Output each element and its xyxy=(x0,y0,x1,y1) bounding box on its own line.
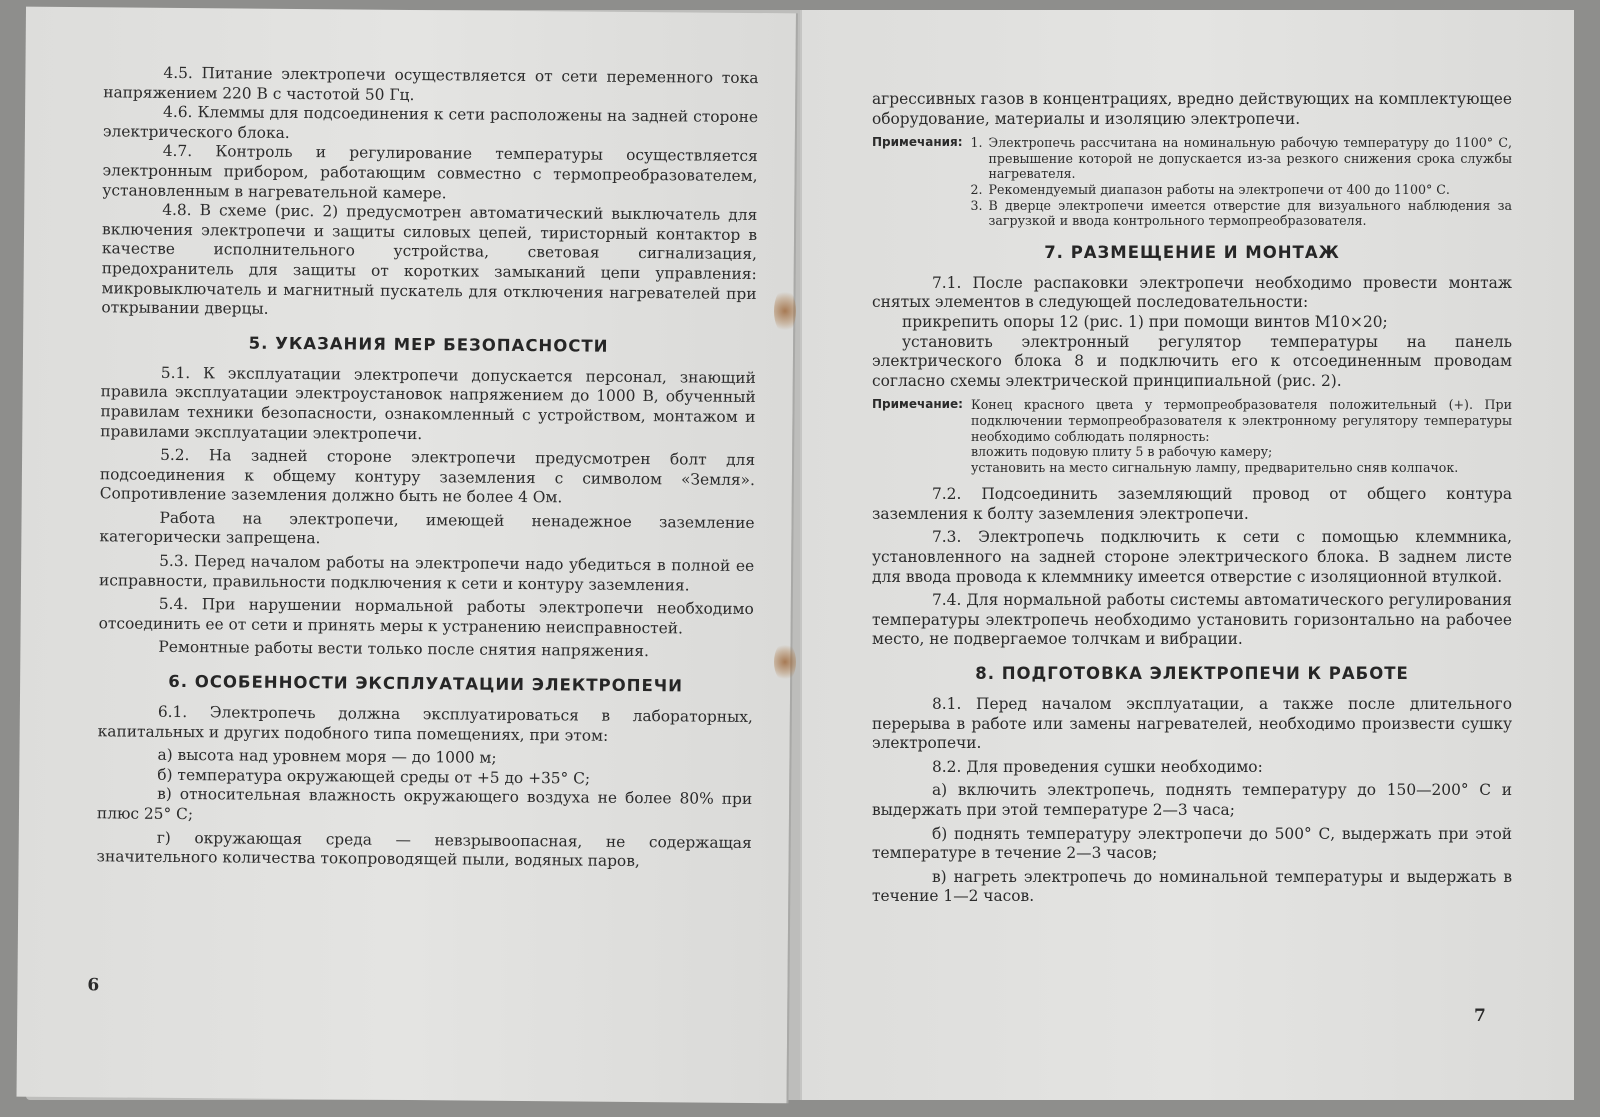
note-item-1: 1. Электропечь рассчитана на номинальную рабочую температуру до 1100° С, превышение которой не допускается из-за резкого снижения срока службы нагревателя. xyxy=(970,135,1512,182)
paragraph-4-8: 4.8. В схеме (рис. 2) предусмотрен автоматический выключатель для включения электропечи и защиты силовых цепей, тиристорный контактор в качестве исполнительного устройства, световая сигнализация, предохранитель для защиты от коротких замыканий цепи управления: микровыключатель и магнитный пускатель для отключения нагревателей при открывании дверцы. xyxy=(101,200,758,318)
paragraph-5-1: 5.1. К эксплуатации электропечи допускается персонал, знающий правила эксплуатации электроустановок напряжением до 1000 В, обученный правилам техники безопасности, ознакомленный с устройством, монтажом и правилами эксплуатации электропечи. xyxy=(100,363,756,443)
paragraph-7-3: 7.3. Электропечь подключить к сети с помощью клеммника, установленного на задней стороне электрического блока. В заднем листе для ввода провода к клеммнику имеется отверстие с изоляционной втулкой. xyxy=(872,528,1512,586)
notes-label: Примечания: xyxy=(872,135,963,150)
section-5-title: 5. УКАЗАНИЯ МЕР БЕЗОПАСНОСТИ xyxy=(248,333,609,356)
list-item-6-v: в) относительная влажность окружающего воздуха не более 80% при плюс 25° С; xyxy=(96,785,753,824)
note-block xyxy=(872,397,1512,475)
paragraph-8-1: 8.1. Перед началом эксплуатации, а также после длительного перерыва в работе или замены нагревателей, необходимо произвести сушку электропечи. xyxy=(872,695,1512,753)
page-number-left: 6 xyxy=(87,975,100,996)
note-label: Примечание: xyxy=(872,397,963,412)
list-item-8-a: а) включить электропечь, поднять температуру до 150—200° С и выдержать при этой температуре 2—3 часа; xyxy=(872,781,1512,819)
paragraph-4-5: 4.5. Питание электропечи осуществляется от сети переменного тока напряжением 220 В с частотой 50 Гц. xyxy=(103,63,759,104)
paragraph-7-1: 7.1. После распаковки электропечи необходимо провести монтаж снятых элементов в следующей последовательности: xyxy=(872,273,1512,312)
paragraph-4-7: 4.7. Контроль и регулирование температуры осуществляется электронным прибором, работающим совместно с термопреобразователем, установленным в нагревательной камере. xyxy=(102,142,758,202)
list-item-6-a: а) высота над уровнем моря — до 1000 м; xyxy=(157,746,497,767)
note-line-1: Конец красного цвета у термопреобразователя положительный (+). При подключении термопреобразователя к электронному регулятору температуры необходимо соблюдать полярность: xyxy=(970,397,1512,444)
left-page-content xyxy=(97,63,759,872)
step-7-1-a: прикрепить опоры 12 (рис. 1) при помощи винтов М10×20; xyxy=(902,312,1388,331)
left-page xyxy=(17,7,798,1104)
right-page-content xyxy=(872,90,1512,907)
booklet-spread xyxy=(26,10,1574,1100)
page-number-right: 7 xyxy=(1474,1006,1486,1026)
step-7-1-b: установить электронный регулятор температуры на панель электрического блока 8 и подключить его к отсоединенным проводам согласно схемы электрической принципиальной (рис. 2). xyxy=(872,332,1512,390)
paragraph-continuation: агрессивных газов в концентрациях, вредно действующих на комплектующее оборудование, материалы и изоляцию электропечи. xyxy=(872,90,1512,128)
paragraph-5-2: 5.2. На задней стороне электропечи предусмотрен болт для подсоединения к общему контуру заземления с символом «Земля». Сопротивление заземления должно быть не более 4 Ом. xyxy=(99,445,756,507)
section-7-title: 7. РАЗМЕЩЕНИЕ И МОНТАЖ xyxy=(1044,242,1340,262)
right-page xyxy=(800,10,1574,1100)
paragraph-4-6: 4.6. Клеммы для подсоединения к сети расположены на задней стороне электрического блока. xyxy=(102,103,759,142)
rust-stain-lower xyxy=(774,642,796,682)
note-line-3: установить на место сигнальную лампу, предварительно сняв колпачок. xyxy=(970,459,1459,475)
note-item-3: 3. В дверце электропечи имеется отверстие для визуального наблюдения за загрузкой и ввода контрольного термопреобразователя. xyxy=(970,197,1512,229)
note-item-2: 2. Рекомендуемый диапазон работы на электропечи от 400 до 1100° С. xyxy=(970,181,1450,197)
list-item-8-b: б) поднять температуру электропечи до 500° С, выдержать при этой температуре в течение 2—3 часов; xyxy=(872,824,1512,863)
note-line-2: вложить подовую плиту 5 в рабочую камеру; xyxy=(970,444,1273,460)
paragraph-5-repair: Ремонтные работы вести только после снятия напряжения. xyxy=(158,638,649,661)
list-item-6-g: г) окружающая среда — невзрывоопасная, не содержащая значительного количества токопроводящей пыли, водяных паров, xyxy=(96,828,752,871)
list-item-8-v: в) нагреть электропечь до номинальной температуры и выдержать в течение 1—2 часов. xyxy=(872,867,1512,906)
paragraph-7-4: 7.4. Для нормальной работы системы автоматического регулирования температуры электропечь необходимо установить горизонтально на рабочее место, не подвергаемое толчкам и вибрации. xyxy=(872,591,1512,649)
paragraph-5-3: 5.3. Перед началом работы на электропечи надо убедиться в полной ее исправности, правильности подключения к сети и контуру заземления. xyxy=(98,551,755,595)
rust-stain-upper xyxy=(774,288,796,334)
paragraph-7-2: 7.2. Подсоединить заземляющий провод от общего контура заземления к болту заземления электропечи. xyxy=(872,485,1512,523)
paragraph-6-1: 6.1. Электропечь должна эксплуатироваться в лабораторных, капитальных и других подобного типа помещениях, при этом: xyxy=(97,702,753,745)
notes-block xyxy=(872,135,1512,229)
paragraph-5-4: 5.4. При нарушении нормальной работы электропечи необходимо отсоединить ее от сети и принять меры к устранению неисправностей. xyxy=(98,595,754,638)
section-8-title: 8. ПОДГОТОВКА ЭЛЕКТРОПЕЧИ К РАБОТЕ xyxy=(975,664,1409,684)
section-6-title: 6. ОСОБЕННОСТИ ЭКСПЛУАТАЦИИ ЭЛЕКТРОПЕЧИ xyxy=(168,671,684,696)
list-item-6-b: б) температура окружающей среды от +5 до +35° С; xyxy=(157,765,591,788)
paragraph-5-2-note: Работа на электропечи, имеющей ненадежное заземление категорически запрещена. xyxy=(99,508,755,548)
paragraph-8-2: 8.2. Для проведения сушки необходимо: xyxy=(932,757,1263,776)
